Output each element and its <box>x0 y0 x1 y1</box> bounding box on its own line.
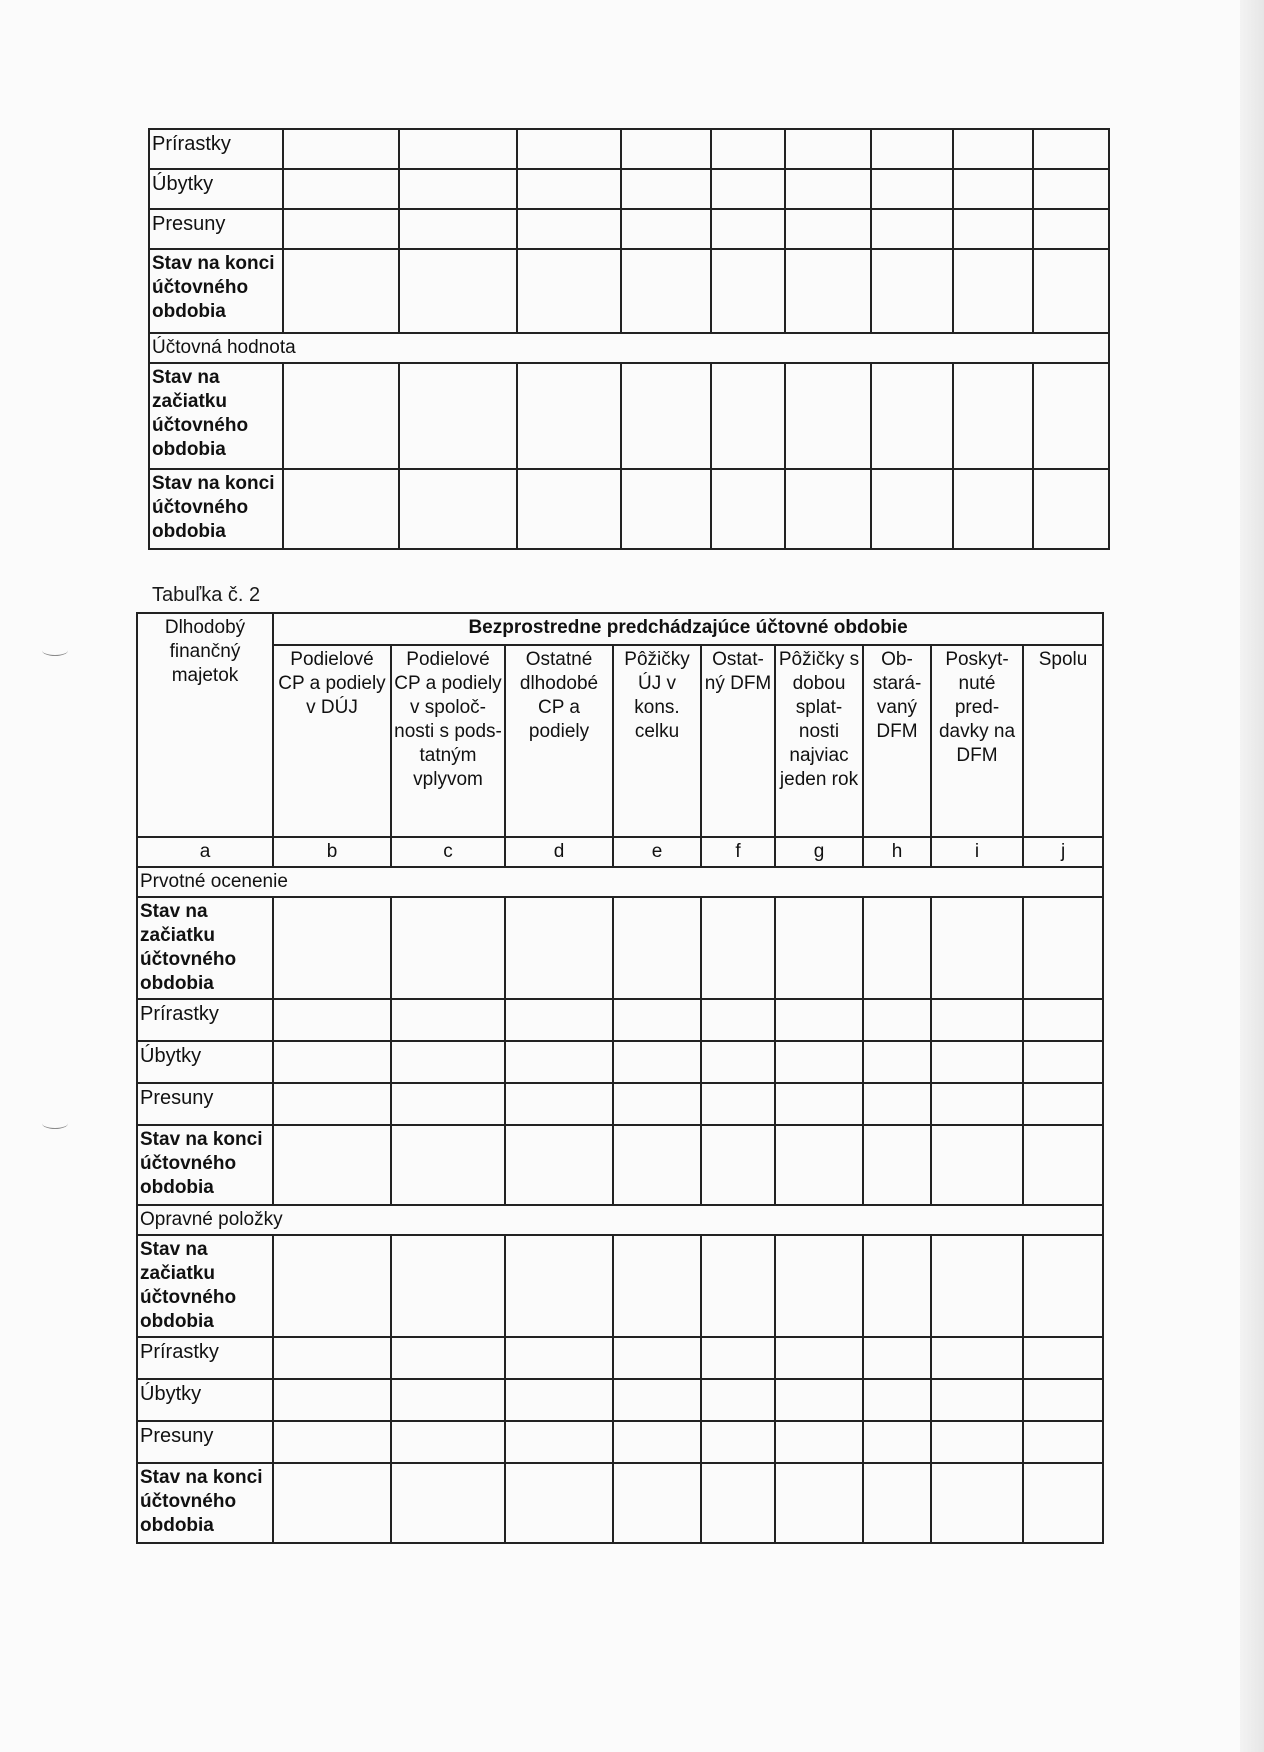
value-cell[interactable] <box>391 1463 505 1543</box>
value-cell[interactable] <box>517 469 621 549</box>
row-label: Stav na začiatku účtovného obdobia <box>137 1235 273 1337</box>
value-cell[interactable] <box>1033 363 1109 469</box>
value-cell[interactable] <box>613 1083 701 1125</box>
punch-hole-mark <box>42 645 68 656</box>
value-cell[interactable] <box>701 1379 775 1421</box>
value-cell[interactable] <box>391 999 505 1041</box>
value-cell[interactable] <box>399 469 517 549</box>
value-cell[interactable] <box>1023 1379 1103 1421</box>
value-cell[interactable] <box>391 1083 505 1125</box>
value-cell[interactable] <box>621 469 711 549</box>
value-cell[interactable] <box>273 897 391 999</box>
value-cell[interactable] <box>505 1083 613 1125</box>
value-cell[interactable] <box>953 363 1033 469</box>
value-cell[interactable] <box>517 169 621 209</box>
column-letter-g: g <box>775 837 863 867</box>
value-cell[interactable] <box>785 169 871 209</box>
value-cell[interactable] <box>613 1463 701 1543</box>
value-cell[interactable] <box>399 249 517 333</box>
value-cell[interactable] <box>863 1337 931 1379</box>
value-cell[interactable] <box>871 363 953 469</box>
value-cell[interactable] <box>613 999 701 1041</box>
value-cell[interactable] <box>273 1379 391 1421</box>
value-cell[interactable] <box>871 129 953 169</box>
column-header-f: Ostat- ný DFM <box>701 645 775 837</box>
value-cell[interactable] <box>613 1379 701 1421</box>
value-cell[interactable] <box>711 469 785 549</box>
row-label: Stav na konci účtovného obdobia <box>137 1463 273 1543</box>
value-cell[interactable] <box>863 1379 931 1421</box>
value-cell[interactable] <box>711 169 785 209</box>
value-cell[interactable] <box>273 1083 391 1125</box>
value-cell[interactable] <box>391 1235 505 1337</box>
value-cell[interactable] <box>283 469 399 549</box>
value-cell[interactable] <box>1023 1463 1103 1543</box>
row-label: Prírastky <box>137 999 273 1041</box>
value-cell[interactable] <box>871 469 953 549</box>
value-cell[interactable] <box>775 897 863 999</box>
table-row <box>137 897 1103 999</box>
row-label: Prírastky <box>137 1337 273 1379</box>
value-cell[interactable] <box>399 169 517 209</box>
value-cell[interactable] <box>273 1235 391 1337</box>
row-label: Úbytky <box>137 1041 273 1083</box>
value-cell[interactable] <box>613 1337 701 1379</box>
value-cell[interactable] <box>863 1421 931 1463</box>
section-title: Opravné položky <box>137 1205 1103 1235</box>
value-cell[interactable] <box>775 1083 863 1125</box>
value-cell[interactable] <box>399 129 517 169</box>
section-title: Prvotné ocenenie <box>137 867 1103 897</box>
value-cell[interactable] <box>953 249 1033 333</box>
value-cell[interactable] <box>931 1463 1023 1543</box>
value-cell[interactable] <box>1023 1125 1103 1205</box>
column-letter-d: d <box>505 837 613 867</box>
value-cell[interactable] <box>785 129 871 169</box>
value-cell[interactable] <box>871 169 953 209</box>
value-cell[interactable] <box>283 129 399 169</box>
value-cell[interactable] <box>505 1421 613 1463</box>
column-letter-b: b <box>273 837 391 867</box>
row-label: Stav na začiatku účtovného obdobia <box>137 897 273 999</box>
value-cell[interactable] <box>613 1125 701 1205</box>
table-row <box>137 1421 1103 1463</box>
value-cell[interactable] <box>701 1083 775 1125</box>
value-cell[interactable] <box>1033 209 1109 249</box>
value-cell[interactable] <box>1033 129 1109 169</box>
value-cell[interactable] <box>863 1235 931 1337</box>
value-cell[interactable] <box>931 1421 1023 1463</box>
table-row <box>137 1379 1103 1421</box>
value-cell[interactable] <box>931 999 1023 1041</box>
value-cell[interactable] <box>273 1125 391 1205</box>
value-cell[interactable] <box>1023 1235 1103 1337</box>
table-row <box>137 1235 1103 1337</box>
period-super-header: Bezprostredne predchádzajúce účtovné obdobie <box>273 613 1103 645</box>
value-cell[interactable] <box>283 209 399 249</box>
column-letter-h: h <box>863 837 931 867</box>
table-2 <box>136 612 1104 1544</box>
row-label: Presuny <box>149 209 283 249</box>
value-cell[interactable] <box>701 1125 775 1205</box>
column-header-i: Poskyt- nuté pred- davky na DFM <box>931 645 1023 837</box>
value-cell[interactable] <box>701 1337 775 1379</box>
value-cell[interactable] <box>701 1235 775 1337</box>
value-cell[interactable] <box>273 1463 391 1543</box>
value-cell[interactable] <box>863 1041 931 1083</box>
value-cell[interactable] <box>517 249 621 333</box>
value-cell[interactable] <box>1023 897 1103 999</box>
value-cell[interactable] <box>711 129 785 169</box>
column-header-g: Pôžičky s dobou splat- nosti najviac jeden rok <box>775 645 863 837</box>
value-cell[interactable] <box>283 169 399 209</box>
value-cell[interactable] <box>613 1235 701 1337</box>
value-cell[interactable] <box>273 1041 391 1083</box>
table-row <box>137 1083 1103 1125</box>
value-cell[interactable] <box>785 469 871 549</box>
row-label: Úbytky <box>149 169 283 209</box>
table-row <box>149 363 1109 469</box>
value-cell[interactable] <box>775 1337 863 1379</box>
punch-hole-mark <box>42 1118 68 1129</box>
value-cell[interactable] <box>505 1125 613 1205</box>
value-cell[interactable] <box>1033 469 1109 549</box>
value-cell[interactable] <box>701 1041 775 1083</box>
value-cell[interactable] <box>711 249 785 333</box>
scan-edge-shade <box>1240 0 1264 1752</box>
value-cell[interactable] <box>953 169 1033 209</box>
value-cell[interactable] <box>871 209 953 249</box>
table-row <box>137 1463 1103 1543</box>
value-cell[interactable] <box>775 1235 863 1337</box>
value-cell[interactable] <box>931 1083 1023 1125</box>
value-cell[interactable] <box>1023 999 1103 1041</box>
value-cell[interactable] <box>283 363 399 469</box>
value-cell[interactable] <box>505 1463 613 1543</box>
section-row <box>137 1205 1103 1235</box>
value-cell[interactable] <box>621 363 711 469</box>
header-row-columns <box>137 645 1103 837</box>
value-cell[interactable] <box>391 1041 505 1083</box>
column-letter-a: a <box>137 837 273 867</box>
value-cell[interactable] <box>1023 1041 1103 1083</box>
table-row <box>149 169 1109 209</box>
value-cell[interactable] <box>505 999 613 1041</box>
table-row <box>149 209 1109 249</box>
row-label: Prírastky <box>149 129 283 169</box>
column-header-c: Podielové CP a podiely v spoloč- nosti s pods- tatným vplyvom <box>391 645 505 837</box>
value-cell[interactable] <box>391 1337 505 1379</box>
column-header-d: Ostatné dlhodobé CP a podiely <box>505 645 613 837</box>
column-header-e: Pôžičky ÚJ v kons. celku <box>613 645 701 837</box>
value-cell[interactable] <box>1023 1337 1103 1379</box>
value-cell[interactable] <box>711 209 785 249</box>
value-cell[interactable] <box>863 999 931 1041</box>
value-cell[interactable] <box>273 999 391 1041</box>
value-cell[interactable] <box>391 1379 505 1421</box>
header-row-super <box>137 613 1103 645</box>
section-title: Účtovná hodnota <box>149 333 1109 363</box>
column-header-b: Podielové CP a podiely v DÚJ <box>273 645 391 837</box>
value-cell[interactable] <box>517 129 621 169</box>
row-label: Stav na konci účtovného obdobia <box>149 249 283 333</box>
value-cell[interactable] <box>273 1421 391 1463</box>
value-cell[interactable] <box>785 209 871 249</box>
table-row <box>137 1041 1103 1083</box>
value-cell[interactable] <box>931 1337 1023 1379</box>
value-cell[interactable] <box>931 1125 1023 1205</box>
value-cell[interactable] <box>863 1125 931 1205</box>
value-cell[interactable] <box>613 1041 701 1083</box>
value-cell[interactable] <box>621 129 711 169</box>
value-cell[interactable] <box>621 209 711 249</box>
value-cell[interactable] <box>953 129 1033 169</box>
value-cell[interactable] <box>505 1235 613 1337</box>
value-cell[interactable] <box>931 1379 1023 1421</box>
table-2-caption: Tabuľka č. 2 <box>152 584 261 606</box>
column-header-a: Dlhodobý finančný majetok <box>137 613 273 837</box>
value-cell[interactable] <box>1023 1421 1103 1463</box>
value-cell[interactable] <box>785 363 871 469</box>
table-row <box>149 469 1109 549</box>
value-cell[interactable] <box>701 1463 775 1543</box>
value-cell[interactable] <box>621 249 711 333</box>
column-letter-e: e <box>613 837 701 867</box>
value-cell[interactable] <box>775 1041 863 1083</box>
value-cell[interactable] <box>863 897 931 999</box>
value-cell[interactable] <box>863 1083 931 1125</box>
row-label: Stav na konci účtovného obdobia <box>137 1125 273 1205</box>
column-header-h: Ob- stará- vaný DFM <box>863 645 931 837</box>
table-1 <box>148 128 1110 550</box>
header-row-letters <box>137 837 1103 867</box>
value-cell[interactable] <box>505 1041 613 1083</box>
value-cell[interactable] <box>505 1337 613 1379</box>
value-cell[interactable] <box>283 249 399 333</box>
value-cell[interactable] <box>613 897 701 999</box>
row-label: Stav na začiatku účtovného obdobia <box>149 363 283 469</box>
value-cell[interactable] <box>621 169 711 209</box>
value-cell[interactable] <box>785 249 871 333</box>
section-row <box>149 333 1109 363</box>
row-label: Presuny <box>137 1083 273 1125</box>
column-header-j: Spolu <box>1023 645 1103 837</box>
value-cell[interactable] <box>701 897 775 999</box>
column-letter-c: c <box>391 837 505 867</box>
value-cell[interactable] <box>775 1463 863 1543</box>
value-cell[interactable] <box>505 1379 613 1421</box>
table-row <box>137 1337 1103 1379</box>
value-cell[interactable] <box>931 1235 1023 1337</box>
value-cell[interactable] <box>863 1463 931 1543</box>
value-cell[interactable] <box>953 209 1033 249</box>
section-row <box>137 867 1103 897</box>
value-cell[interactable] <box>399 363 517 469</box>
row-label: Úbytky <box>137 1379 273 1421</box>
value-cell[interactable] <box>391 1125 505 1205</box>
value-cell[interactable] <box>775 1379 863 1421</box>
value-cell[interactable] <box>711 363 785 469</box>
row-label: Presuny <box>137 1421 273 1463</box>
row-label: Stav na konci účtovného obdobia <box>149 469 283 549</box>
table-row <box>149 249 1109 333</box>
table-row <box>137 999 1103 1041</box>
value-cell[interactable] <box>775 1125 863 1205</box>
value-cell[interactable] <box>613 1421 701 1463</box>
value-cell[interactable] <box>1033 249 1109 333</box>
value-cell[interactable] <box>517 209 621 249</box>
value-cell[interactable] <box>931 897 1023 999</box>
value-cell[interactable] <box>775 1421 863 1463</box>
value-cell[interactable] <box>1033 169 1109 209</box>
value-cell[interactable] <box>931 1041 1023 1083</box>
value-cell[interactable] <box>391 897 505 999</box>
value-cell[interactable] <box>517 363 621 469</box>
value-cell[interactable] <box>701 1421 775 1463</box>
value-cell[interactable] <box>391 1421 505 1463</box>
value-cell[interactable] <box>775 999 863 1041</box>
table-row <box>137 1125 1103 1205</box>
column-letter-f: f <box>701 837 775 867</box>
value-cell[interactable] <box>1023 1083 1103 1125</box>
value-cell[interactable] <box>871 249 953 333</box>
value-cell[interactable] <box>273 1337 391 1379</box>
value-cell[interactable] <box>953 469 1033 549</box>
column-letter-i: i <box>931 837 1023 867</box>
value-cell[interactable] <box>399 209 517 249</box>
value-cell[interactable] <box>505 897 613 999</box>
value-cell[interactable] <box>701 999 775 1041</box>
table-row <box>149 129 1109 169</box>
column-letter-j: j <box>1023 837 1103 867</box>
